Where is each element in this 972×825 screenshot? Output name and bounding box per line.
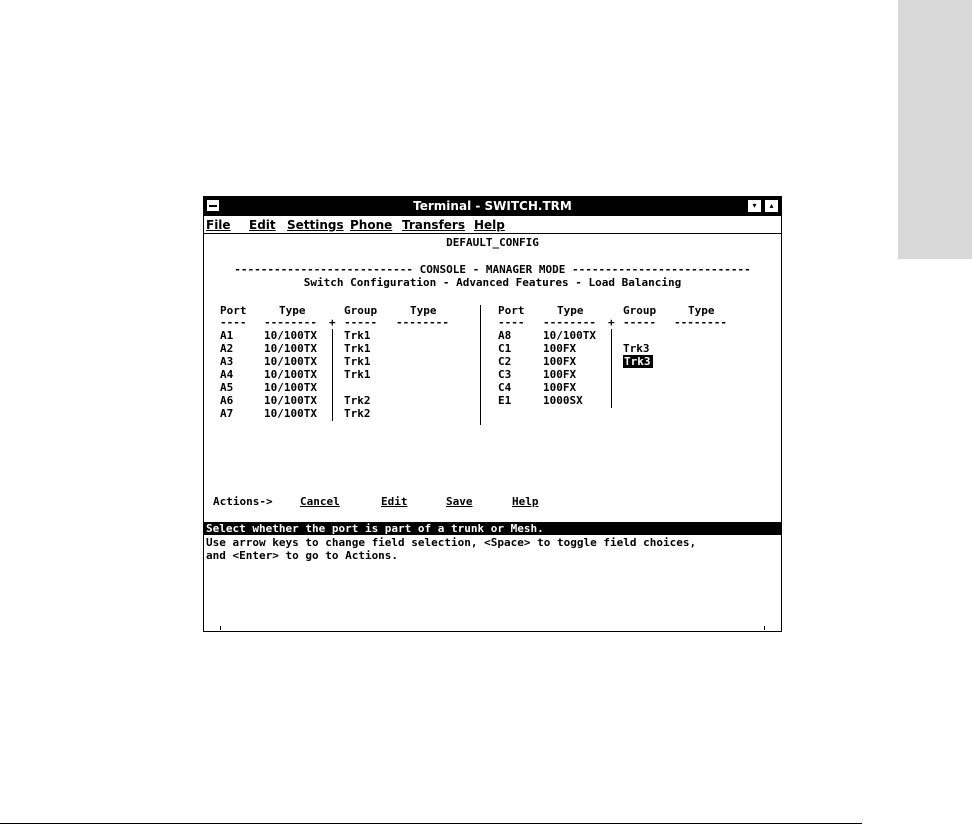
ul-gtype-right: -------- (674, 316, 727, 329)
menu-help-label: Help (474, 218, 505, 232)
help-action[interactable]: Help (512, 495, 539, 508)
middle-divider (480, 305, 481, 425)
type-c2: 100FX (543, 355, 577, 368)
type-a7: 10/100TX (264, 407, 317, 420)
ul-plus-left: + (329, 316, 336, 329)
help-line-1: Use arrow keys to change field selection, <Space> to toggle field choices, (206, 536, 697, 549)
port-c4: C4 (498, 381, 512, 394)
minimize-icon[interactable]: ▾ (747, 199, 762, 213)
screen-title: Switch Configuration - Advanced Features - Load Balancing (303, 276, 682, 289)
port-a5: A5 (220, 381, 234, 394)
col-port-right: Port (498, 304, 525, 317)
menu-transfers[interactable] (402, 218, 465, 232)
port-a7: A7 (220, 407, 234, 420)
cancel-action[interactable]: Cancel (300, 495, 340, 508)
port-e1: E1 (498, 394, 512, 407)
group-a1[interactable]: Trk1 (344, 329, 371, 342)
menu-file-label: File (206, 218, 231, 232)
ul-group-right: ----- (623, 316, 657, 329)
ul-port-left: ---- (220, 316, 247, 329)
terminal-screen[interactable] (204, 234, 781, 630)
type-e1: 1000SX (543, 394, 583, 407)
menu-settings-label: Settings (287, 218, 344, 232)
save-action[interactable]: Save (446, 495, 473, 508)
status-text: Select whether the port is part of a trunk or Mesh. (206, 522, 544, 535)
type-a5: 10/100TX (264, 381, 317, 394)
port-c3: C3 (498, 368, 512, 381)
group-a4[interactable]: Trk1 (344, 368, 371, 381)
menu-transfers-label: Transfers (402, 218, 465, 232)
page-side-tab (898, 0, 972, 259)
menu-edit[interactable] (249, 218, 276, 232)
ul-gtype-left: -------- (396, 316, 449, 329)
menu-edit-label: Edit (249, 218, 276, 232)
group-c1[interactable]: Trk3 (623, 342, 650, 355)
group-c2-selected-field[interactable]: Trk3 (624, 355, 651, 368)
menu-phone-label: Phone (350, 218, 393, 232)
ul-type-left: -------- (264, 316, 317, 329)
port-a2: A2 (220, 342, 234, 355)
type-c3: 100FX (543, 368, 577, 381)
right-type-divider (611, 329, 612, 408)
group-a6[interactable]: Trk2 (344, 394, 371, 407)
type-a4: 10/100TX (264, 368, 317, 381)
type-c4: 100FX (543, 381, 577, 394)
col-gtype-left: Type (410, 304, 437, 317)
status-bar (204, 522, 781, 535)
port-c1: C1 (498, 342, 512, 355)
type-a6: 10/100TX (264, 394, 317, 407)
menu-help[interactable] (474, 218, 505, 232)
menu-bar (204, 216, 781, 234)
menu-phone[interactable] (350, 218, 392, 232)
terminal-window (203, 196, 782, 632)
menu-file[interactable] (206, 218, 231, 232)
group-a3[interactable]: Trk1 (344, 355, 371, 368)
page-bottom-rule (0, 823, 862, 824)
col-port-left: Port (220, 304, 247, 317)
port-a1: A1 (220, 329, 234, 342)
type-a8: 10/100TX (543, 329, 596, 342)
col-gtype-right: Type (688, 304, 715, 317)
help-line-2: and <Enter> to go to Actions. (206, 549, 399, 562)
window-title: Terminal - SWITCH.TRM (413, 199, 572, 213)
col-group-left: Group (344, 304, 378, 317)
bottom-right-tick (764, 626, 765, 630)
port-a6: A6 (220, 394, 234, 407)
type-a3: 10/100TX (264, 355, 317, 368)
actions-label: Actions-> (213, 495, 273, 508)
ul-port-right: ---- (498, 316, 525, 329)
bottom-left-tick (220, 626, 221, 630)
edit-action[interactable]: Edit (381, 495, 408, 508)
port-a4: A4 (220, 368, 234, 381)
col-group-right: Group (623, 304, 657, 317)
ul-type-right: -------- (543, 316, 596, 329)
group-a7[interactable]: Trk2 (344, 407, 371, 420)
col-type-right: Type (557, 304, 584, 317)
port-a3: A3 (220, 355, 234, 368)
menu-settings[interactable] (287, 218, 344, 232)
config-name: DEFAULT_CONFIG (446, 236, 539, 249)
port-c2: C2 (498, 355, 512, 368)
maximize-icon[interactable]: ▴ (764, 199, 779, 213)
ul-group-left: ----- (344, 316, 378, 329)
col-type-left: Type (279, 304, 306, 317)
type-c1: 100FX (543, 342, 577, 355)
left-type-divider (332, 329, 333, 421)
group-a2[interactable]: Trk1 (344, 342, 371, 355)
ul-plus-right: + (608, 316, 615, 329)
type-a2: 10/100TX (264, 342, 317, 355)
type-a1: 10/100TX (264, 329, 317, 342)
title-bar[interactable] (204, 197, 781, 216)
port-a8: A8 (498, 329, 512, 342)
mode-line: --------------------------- CONSOLE - MANAGER MODE --------------------------- (234, 263, 751, 276)
